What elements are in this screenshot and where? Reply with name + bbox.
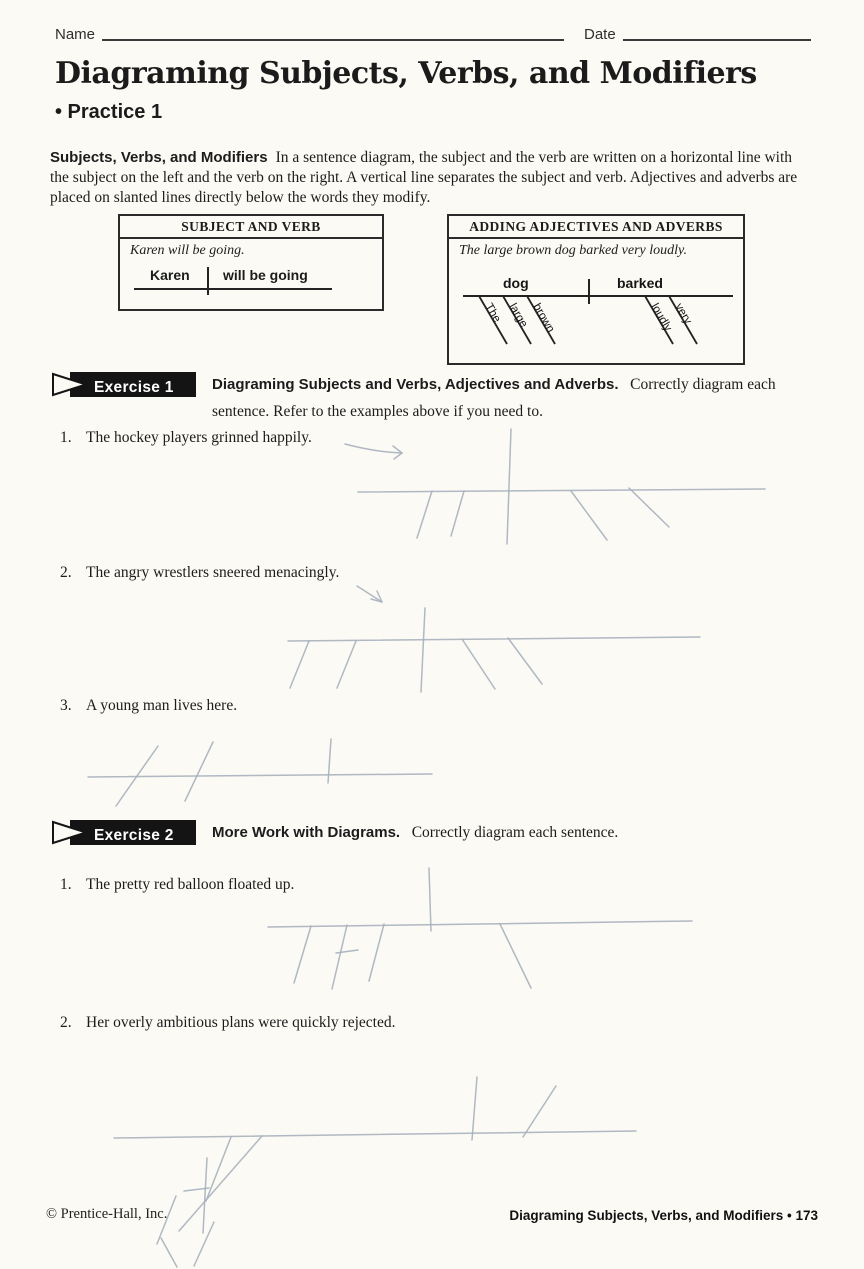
name-blank-line [102,39,564,41]
diagram-subject-word: dog [503,275,529,291]
example-box-subject-verb [118,214,384,311]
pencil-diagram-ex1-1 [345,429,765,544]
name-label: Name [55,26,96,43]
diagram-verb-word: will be going [223,267,308,283]
item-sentence: The pretty red balloon floated up. [86,876,295,893]
exercise-2-heading: More Work with Diagrams. [212,824,401,841]
diagram-divider [207,267,209,295]
exercise-2-banner [50,819,198,846]
intro-body: In a sentence diagram, the subject and the verb are written on a horizontal line with the subject on the left and the verb on the right. A vertical line separates the subject and verb. Adjectives and adverbs are placed on slanted lines directly below the words they modify. [50,149,798,206]
diagram-baseline [134,288,332,290]
exercise-1-item-2 [60,564,339,582]
item-sentence: The angry wrestlers sneered menacingly. [86,564,340,581]
exercise-2-item-1 [60,876,294,894]
exercise-2-badge: Exercise 2 [94,827,174,844]
footer-page-reference: Diagraming Subjects, Verbs, and Modifiers • 173 [509,1208,818,1223]
intro-paragraph [50,148,798,208]
modifier-large: large [506,301,530,330]
item-sentence: A young man lives here. [86,697,238,714]
pencil-diagram-ex2-2 [114,1077,636,1267]
exercise-1-header-block [76,371,817,425]
example-box-2-sentence: The large brown dog barked very loudly. [459,243,687,258]
exercise-1-badge: Exercise 1 [94,379,174,396]
footer-copyright: © Prentice-Hall, Inc. [46,1206,168,1222]
example-box-1-title: SUBJECT AND VERB [120,216,382,239]
item-number: 2. [60,1014,72,1031]
page-title: Diagraming Subjects, Verbs, and Modifiers [55,56,757,91]
exercise-1-item-3 [60,697,237,715]
modifier-the: The [482,301,503,325]
page-subtitle: • Practice 1 [55,101,163,123]
modifier-very: very [672,301,694,327]
example-diagram-2 [449,264,747,366]
item-sentence: Her overly ambitious plans were quickly rejected. [86,1014,396,1031]
exercise-2-item-2 [60,1014,395,1032]
exercise-1-instructions: Correctly diagram each sentence. Refer to the examples above if you need to. [212,376,776,420]
modifier-loudly: loudly [648,301,674,334]
diagram-verb-word: barked [617,275,663,291]
exercise-2-instructions: Correctly diagram each sentence. [411,824,619,841]
intro-lead: Subjects, Verbs, and Modifiers [50,149,268,166]
example-box-adjectives-adverbs [447,214,745,365]
pencil-diagram-ex2-1 [268,868,692,989]
item-number: 3. [60,697,72,714]
item-number: 1. [60,429,72,446]
diagram-subject-word: Karen [150,267,190,283]
exercise-1-heading: Diagraming Subjects and Verbs, Adjectives and Adverbs. [212,376,619,393]
example-box-2-title: ADDING ADJECTIVES AND ADVERBS [449,216,743,239]
exercise-1-banner [50,371,198,398]
pencil-diagram-ex1-3 [88,739,432,806]
example-box-1-sentence: Karen will be going. [130,243,245,258]
exercise-2-header-block [76,819,817,848]
exercise-1-item-1 [60,429,312,447]
item-sentence: The hockey players grinned happily. [86,429,312,446]
modifier-brown: brown [530,301,557,335]
item-number: 1. [60,876,72,893]
pencil-diagram-ex1-2 [288,586,700,692]
date-label: Date [584,26,616,43]
item-number: 2. [60,564,72,581]
date-blank-line [623,39,811,41]
